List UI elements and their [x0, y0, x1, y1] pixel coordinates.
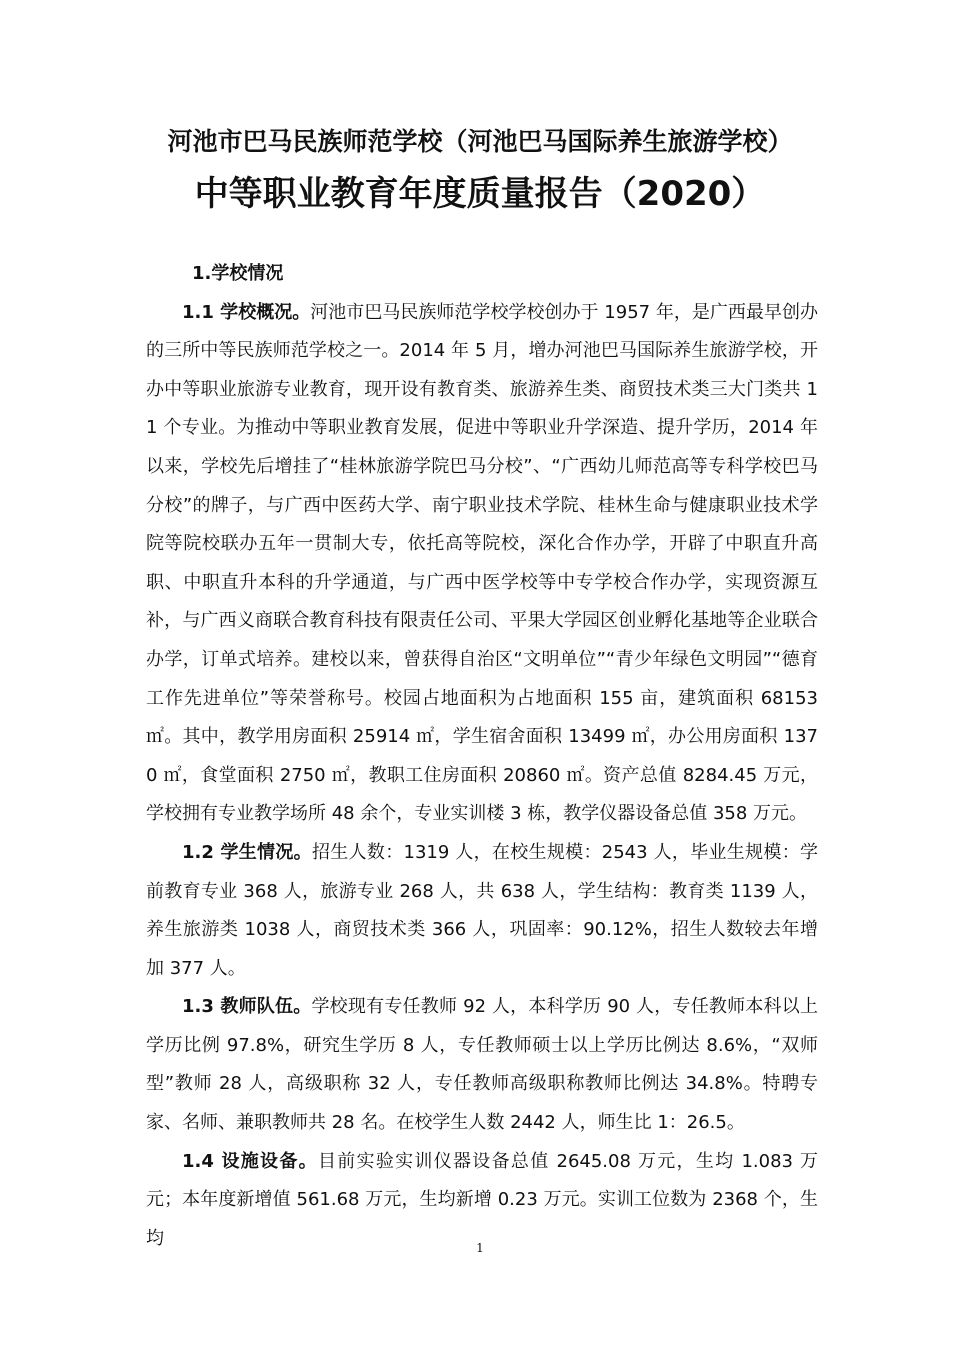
paragraph-text: 河池市巴马民族师范学校学校创办于 1957 年，是广西最早创办的三所中等民族师范学校之一。2014 年 5 月，增办河池巴马国际养生旅游学校，开办中等职业旅游专业教育，现开设有教育类、旅游养生类、商贸技术类三大门类共 11 个专业。为推动中等职业教育发展，促进中等职业升学深造、提升学历，2014 年以来，学校先后增挂了“桂林旅游学院巴马分校”、“广西幼儿师范高等专科学校巴马分校”的牌子，与广西中医药大学、南宁职业技术学院、桂林生命与健康职业技术学院等院校联办五年一贯制大专，依托高等院校，深化合作办学，开辟了中职直升高职、中职直升本科的升学通道，与广西中医学校等中专学校合作办学，实现资源互补，与广西义商联合教育科技有限责任公司、平果大学园区创业孵化基地等企业联合办学，订单式培养。建校以来，曾获得自治区“文明单位”“青少年绿色文明园”“德育工作先进单位”等荣誉称号。校园占地面积为占地面积 155 亩，建筑面积 68153 ㎡。其中，教学用房面积 25914 ㎡，学生宿舍面积 13499 ㎡，办公用房面积 1370 ㎡，食堂面积 2750 ㎡，教职工住房面积 20860 ㎡。资产总值 8284.45 万元，学校拥有专业教学场所 48 余个，专业实训楼 3 栋，教学仪器设备总值 358 万元。: [146, 301, 818, 825]
paragraph-text: 目前实验实训仪器设备总值 2645.08 万元，生均 1.083 万元；本年度新增值 561.68 万元，生均新增 0.23 万元。实训工位数为 2368 个，生均: [146, 1150, 818, 1249]
document-body: [146, 255, 818, 1258]
paragraph-school-overview: [146, 294, 818, 834]
paragraph-teaching-staff: [146, 988, 818, 1142]
page-number: 1: [476, 1241, 484, 1255]
paragraph-lead: 1.2 学生情况。: [182, 841, 312, 863]
paragraph-text: 学校现有专任教师 92 人，本科学历 90 人，专任教师本科以上学历比例 97.8%，研究生学历 8 人，专任教师硕士以上学历比例达 8.6%，“双师型”教师 28 人，高级职称 32 人，专任教师高级职称教师比例达 34.8%。特聘专家、名师、兼职教师共 28 名。在校学生人数 2442 人，师生比 1：26.5。: [146, 996, 818, 1134]
section-heading: 1.学校情况: [192, 263, 284, 284]
paragraph-lead: 1.4 设施设备。: [182, 1150, 318, 1172]
paragraph-student-info: [146, 834, 818, 988]
paragraph-lead: 1.3 教师队伍。: [182, 996, 312, 1018]
paragraph-lead: 1.1 学校概况。: [182, 301, 311, 323]
document-title-school: 河池市巴马民族师范学校（河池巴马国际养生旅游学校）: [167, 127, 793, 156]
document-title-report: 中等职业教育年度质量报告（2020）: [194, 174, 766, 214]
paragraph-text: 招生人数：1319 人，在校生规模：2543 人，毕业生规模：学前教育专业 368 人，旅游专业 268 人，共 638 人，学生结构：教育类 1139 人，养生旅游类 1038 人，商贸技术类 366 人，巩固率：90.12%，招生人数较去年增加 377 人。: [146, 841, 819, 979]
